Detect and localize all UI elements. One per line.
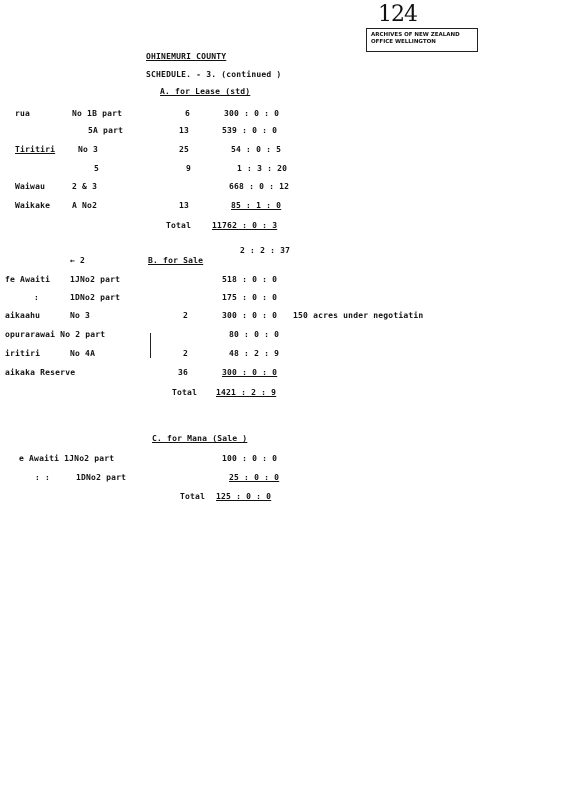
a-row-2-block: 5A part (88, 126, 124, 135)
b-row-1-area: 518 : 0 : 0 (222, 275, 278, 284)
a-row-4-area: 1 : 3 : 20 (237, 164, 288, 173)
a-row-6-block: A No2 (72, 201, 98, 210)
b-total-value: 1421 : 2 : 9 (216, 388, 277, 397)
a-row-5-name: Waiwau (15, 182, 46, 191)
b-row-1-block: 1JNo2 part (70, 275, 121, 284)
archives-stamp (366, 28, 478, 52)
a-row-1-extra: 6 (185, 109, 191, 118)
c-total-label: Total (180, 492, 206, 501)
a-row-6-extra: 13 (179, 201, 190, 210)
c-total-value: 125 : 0 : 0 (216, 492, 272, 501)
b-row-5-area: 48 : 2 : 9 (229, 349, 280, 358)
b-row-4-area: 80 : 0 : 0 (229, 330, 280, 339)
b-row-6-area: 300 : 0 : 0 (222, 368, 278, 377)
a-total-value: 11762 : 0 : 3 (212, 221, 278, 230)
b-row-3-block: No 3 (70, 311, 91, 320)
b-row-2-name: : (34, 293, 40, 302)
archive-number: 124 (378, 2, 417, 27)
a-row-6-name: Waikake (15, 201, 51, 210)
a-row-2-extra: 13 (179, 126, 190, 135)
bracket-mark (150, 333, 151, 358)
b-row-1-name: fe Awaiti (5, 275, 51, 284)
b-row-5-name: iritiri (5, 349, 41, 358)
a-row-6-area: 85 : 1 : 0 (231, 201, 282, 210)
c-row-2-block: 1DNo2 part (76, 473, 127, 482)
a-row-3-block: No 3 (78, 145, 99, 154)
a-row-5-area: 668 : 0 : 12 (229, 182, 290, 191)
b-row-2-area: 175 : 0 : 0 (222, 293, 278, 302)
b-pre-area: 2 : 2 : 37 (240, 246, 291, 255)
b-row-5-block: No 4A (70, 349, 96, 358)
b-row-5-extra: 2 (183, 349, 189, 358)
b-row-3-extra: 2 (183, 311, 189, 320)
a-row-3-name: Tiritiri (15, 145, 56, 154)
a-row-1-name: rua (15, 109, 31, 118)
b-row-3-name: aikaahu (5, 311, 41, 320)
a-row-4-block: 5 (94, 164, 100, 173)
a-row-5-block: 2 & 3 (72, 182, 98, 191)
b-row-4-name: opurarawai No 2 part (5, 330, 106, 339)
b-row-2-block: 1DNo2 part (70, 293, 121, 302)
b-total-label: Total (172, 388, 198, 397)
b-row-3-area: 300 : 0 : 0 (222, 311, 278, 320)
a-row-4-extra: 9 (186, 164, 192, 173)
c-row-1-area: 100 : 0 : 0 (222, 454, 278, 463)
stamp-line-1: ARCHIVES OF NEW ZEALAND (371, 32, 460, 38)
a-row-3-area: 54 : 0 : 5 (231, 145, 282, 154)
schedule-title: SCHEDULE. - 3. (continued ) (146, 70, 282, 79)
b-row-3-note: 150 acres under negotiatin (293, 311, 424, 320)
county-title: OHINEMURI COUNTY (146, 52, 227, 61)
a-row-2-area: 539 : 0 : 0 (222, 126, 278, 135)
a-total-label: Total (166, 221, 192, 230)
c-row-2-name: : : (35, 473, 51, 482)
stamp-line-2: OFFICE WELLINGTON (371, 39, 436, 45)
c-row-2-area: 25 : 0 : 0 (229, 473, 280, 482)
section-b-title: B. for Sale (148, 256, 204, 265)
a-row-1-area: 300 : 0 : 0 (224, 109, 280, 118)
a-row-3-extra: 25 (179, 145, 190, 154)
section-a-title: A. for Lease (std) (160, 87, 251, 96)
b-pre-left: ← 2 (70, 256, 86, 265)
section-c-title: C. for Mana (Sale ) (152, 434, 248, 443)
c-row-1-name: e Awaiti 1JNo2 part (19, 454, 115, 463)
a-row-1-block: No 1B part (72, 109, 123, 118)
b-row-6-extra: 36 (178, 368, 189, 377)
b-row-6-name: aikaka Reserve (5, 368, 76, 377)
